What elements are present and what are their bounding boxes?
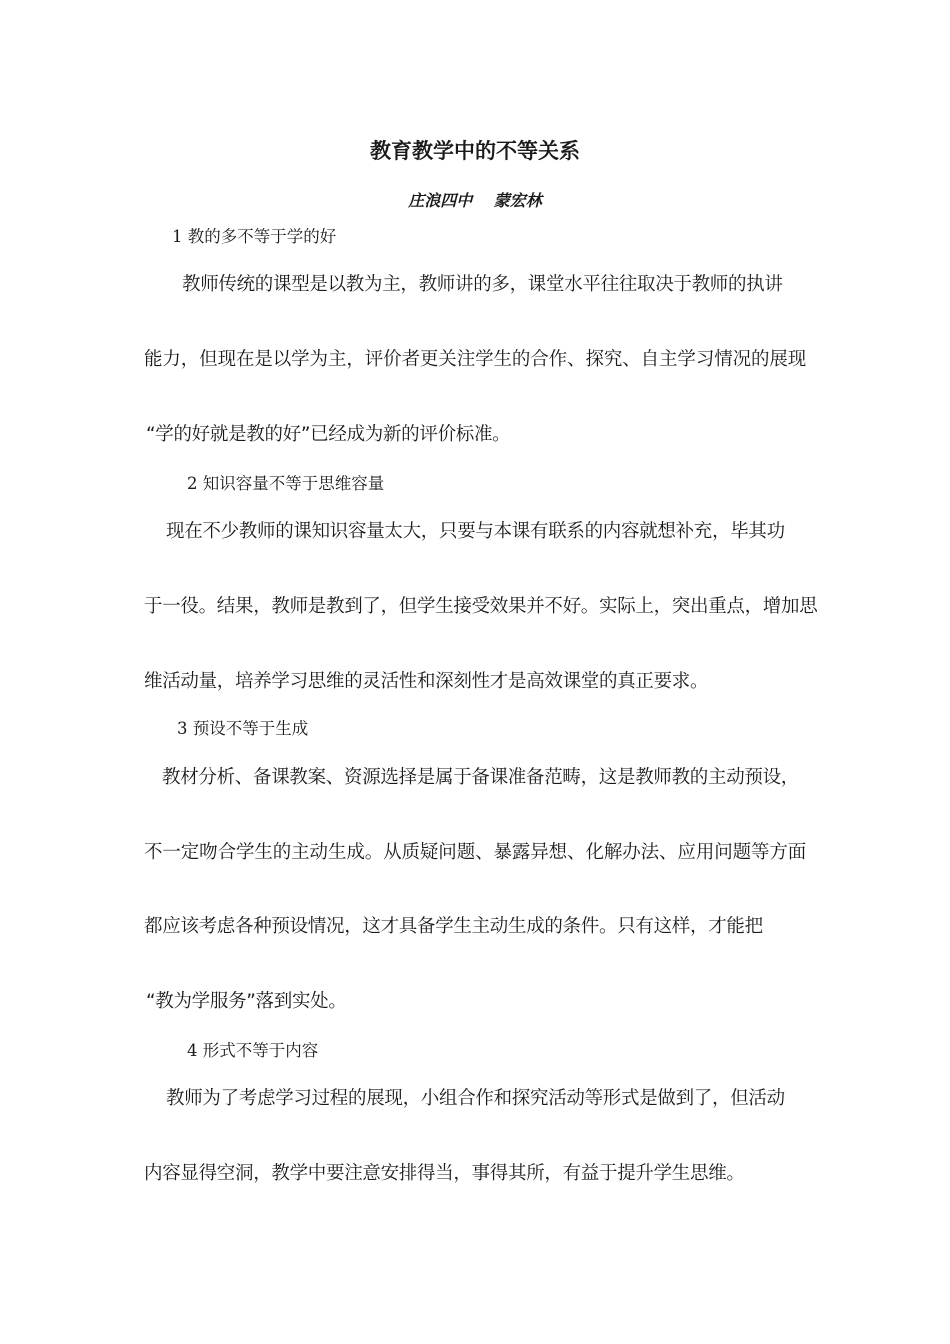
- paragraph-line: 都应该考虑各种预设情况，这才具备学生主动生成的条件。只有这样，才能把: [144, 916, 763, 937]
- paragraph-line: 现在不少教师的课知识容量太大，只要与本课有联系的内容就想补充，毕其功: [166, 521, 785, 542]
- paragraph-line: 维活动量，培养学习思维的灵活性和深刻性才是高效课堂的真正要求。: [144, 671, 709, 692]
- paragraph-line: “学的好就是教的好”已经成为新的评价标准。: [146, 424, 511, 445]
- paragraph-line: 不一定吻合学生的主动生成。从质疑问题、暴露异想、化解办法、应用问题等方面: [144, 842, 806, 863]
- paragraph-line: 教材分析、备课教案、资源选择是属于备课准备范畴，这是教师教的主动预设，: [162, 767, 800, 788]
- paragraph-line: 于一役。结果，教师是教到了，但学生接受效果并不好。实际上，突出重点，增加思: [144, 596, 818, 617]
- section-heading-1: 1 教的多不等于学的好: [172, 227, 337, 246]
- paragraph-line: 能力，但现在是以学为主，评价者更关注学生的合作、探究、自主学习情况的展现: [144, 349, 806, 370]
- document-author: 庄浪四中 蒙宏林: [408, 191, 542, 210]
- section-heading-3: 3 预设不等于生成: [177, 719, 309, 738]
- section-heading-2: 2 知识容量不等于思维容量: [187, 474, 385, 493]
- paragraph-line: “教为学服务”落到实处。: [146, 991, 347, 1012]
- paragraph-line: 教师传统的课型是以教为主，教师讲的多，课堂水平往往取决于教师的执讲: [182, 274, 783, 295]
- paragraph-line: 内容显得空洞，教学中要注意安排得当，事得其所，有益于提升学生思维。: [144, 1163, 745, 1184]
- document-title: 教育教学中的不等关系: [370, 139, 580, 163]
- section-heading-4: 4 形式不等于内容: [187, 1041, 319, 1060]
- paragraph-line: 教师为了考虑学习过程的展现，小组合作和探究活动等形式是做到了，但活动: [166, 1088, 785, 1109]
